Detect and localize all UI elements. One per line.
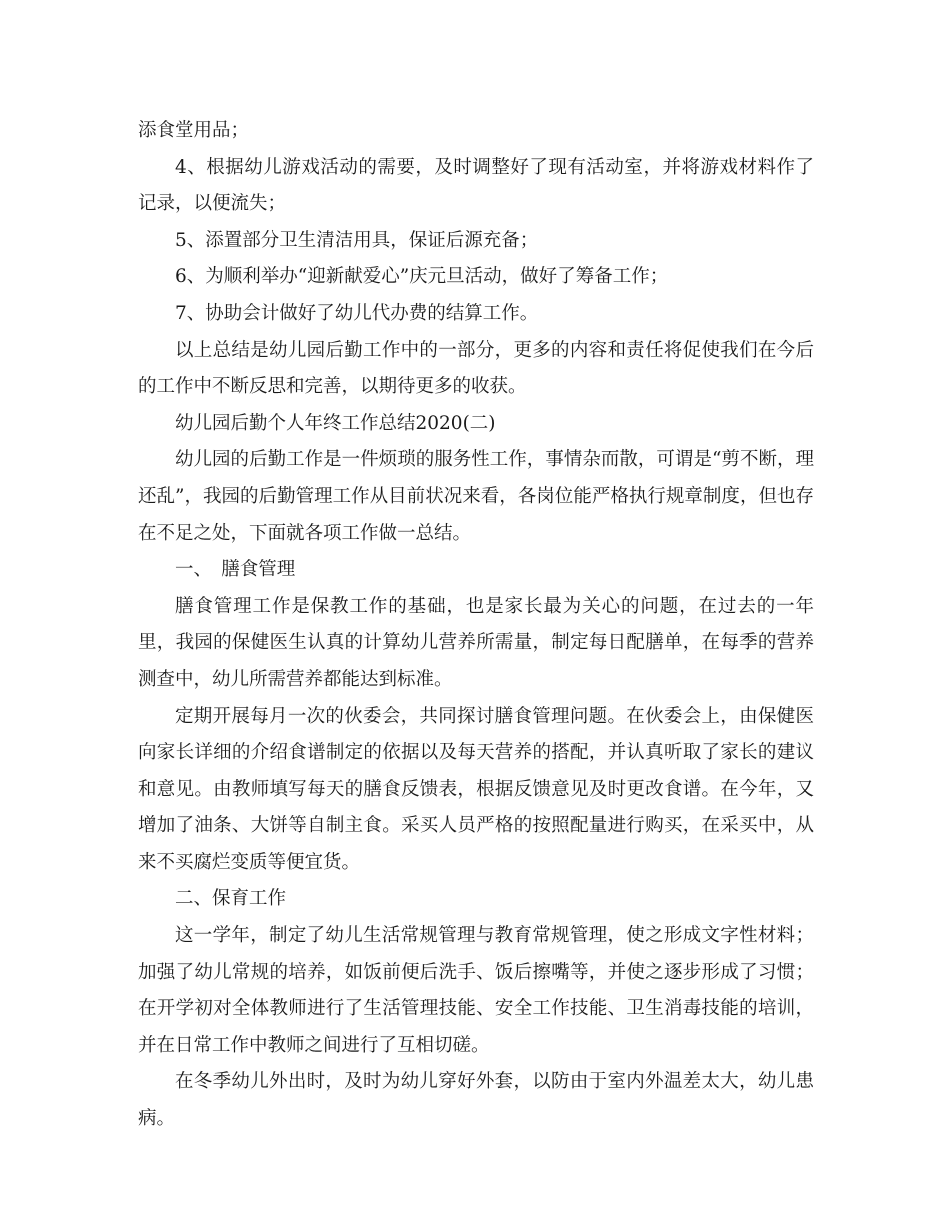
heading-care-work: 二、保育工作 xyxy=(175,888,287,910)
paragraph-care-routine: 这一学年，制定了幼儿生活常规管理与教育常规管理，使之形成文字性材料；加强了幼儿常规的培养，如饭前便后洗手、饭后擦嘴等，并使之逐步形成了习惯；在开学初对全体教师进行了生活管理技能、安全工作技能、卫生消毒技能的培训，并在日常工作中教师之间进行了互相切磋。 xyxy=(138,925,814,1056)
paragraph-summary: 以上总结是幼儿园后勤工作中的一部分，更多的内容和责任将促使我们在今后的工作中不断反思和完善，以期待更多的收获。 xyxy=(138,339,814,398)
section-title: 幼儿园后勤个人年终工作总结2020(二) xyxy=(175,412,496,434)
paragraph-winter-care: 在冬季幼儿外出时，及时为幼儿穿好外套，以防由于室内外温差太大，幼儿患病。 xyxy=(138,1071,814,1130)
paragraph-meal-committee: 定期开展每月一次的伙委会，共同探讨膳食管理问题。在伙委会上，由保健医向家长详细的介绍食谱制定的依据以及每天营养的搭配，并认真听取了家长的建议和意见。由教师填写每天的膳食反馈表，根据反馈意见及时更改食谱。在今年，又增加了油条、大饼等自制主食。采买人员严格的按照配量进行购买，在采买中，从来不买腐烂变质等便宜货。 xyxy=(138,705,814,873)
paragraph-item-7: 7、协助会计做好了幼儿代办费的结算工作。 xyxy=(175,302,539,324)
paragraph-intro: 幼儿园的后勤工作是一件烦琐的服务性工作，事情杂而散，可谓是“剪不断，理还乱”，我园的后勤管理工作从目前状况来看，各岗位能严格执行规章制度，但也存在不足之处，下面就各项工作做一总结。 xyxy=(138,449,814,544)
paragraph-item-5: 5、添置部分卫生清洁用具，保证后源充备； xyxy=(175,229,539,251)
document-body xyxy=(138,113,814,1138)
heading-meal-management: 一、 膳食管理 xyxy=(175,559,296,581)
paragraph-canteen-supplies: 添食堂用品； xyxy=(138,120,250,141)
paragraph-item-6: 6、为顺利举办“迎新献爱心”庆元旦活动，做好了筹备工作； xyxy=(175,266,669,288)
paragraph-meal-basis: 膳食管理工作是保教工作的基础，也是家长最为关心的问题，在过去的一年里，我园的保健医生认真的计算幼儿营养所需量，制定每日配膳单，在每季的营养测查中，幼儿所需营养都能达到标准。 xyxy=(138,595,814,690)
paragraph-item-4: 4、根据幼儿游戏活动的需要，及时调整好了现有活动室，并将游戏材料作了记录，以便流失； xyxy=(138,156,814,215)
